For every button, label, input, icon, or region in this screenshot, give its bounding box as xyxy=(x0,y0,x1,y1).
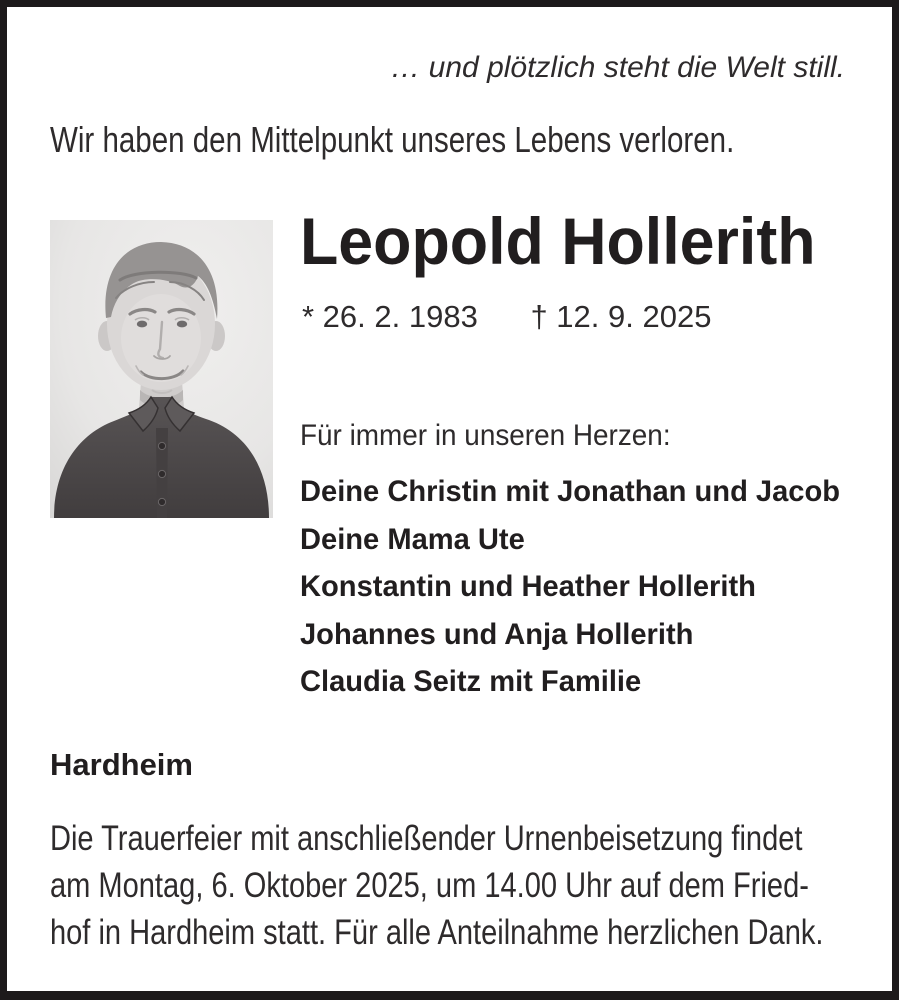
mourner-line: Konstantin und Heather Hollerith xyxy=(300,570,756,603)
epigraph-quote: … und plötzlich steht die Welt still. xyxy=(390,51,845,84)
deceased-name: Leopold Hollerith xyxy=(300,204,816,278)
mourner-line: Johannes und Anja Hollerith xyxy=(300,617,694,651)
portrait-photo-illustration xyxy=(50,220,273,518)
portrait-photo xyxy=(50,220,273,518)
intro-line: Wir haben den Mittelpunkt unseres Lebens verloren. xyxy=(50,119,735,160)
life-dates xyxy=(302,299,711,335)
funeral-line: am Montag, 6. Oktober 2025, um 14.00 Uhr auf dem Fried- xyxy=(50,866,809,905)
mourners-list xyxy=(300,468,840,706)
funeral-line: Die Trauerfeier mit anschließender Urnenbeisetzung findet xyxy=(50,819,803,858)
mourner-line: Claudia Seitz mit Familie xyxy=(300,665,642,698)
farewell-heading: Für immer in unseren Herzen: xyxy=(300,419,671,452)
funeral-line: hof in Hardheim statt. Für alle Anteilnahme herzlichen Dank. xyxy=(50,913,824,952)
mourner-line: Deine Christin mit Jonathan und Jacob xyxy=(300,475,841,508)
place-name: Hardheim xyxy=(50,747,193,782)
funeral-announcement xyxy=(50,815,823,956)
mourner-line: Deine Mama Ute xyxy=(300,522,525,556)
death-date: † 12. 9. 2025 xyxy=(530,299,712,334)
birth-date: * 26. 2. 1983 xyxy=(302,299,478,334)
